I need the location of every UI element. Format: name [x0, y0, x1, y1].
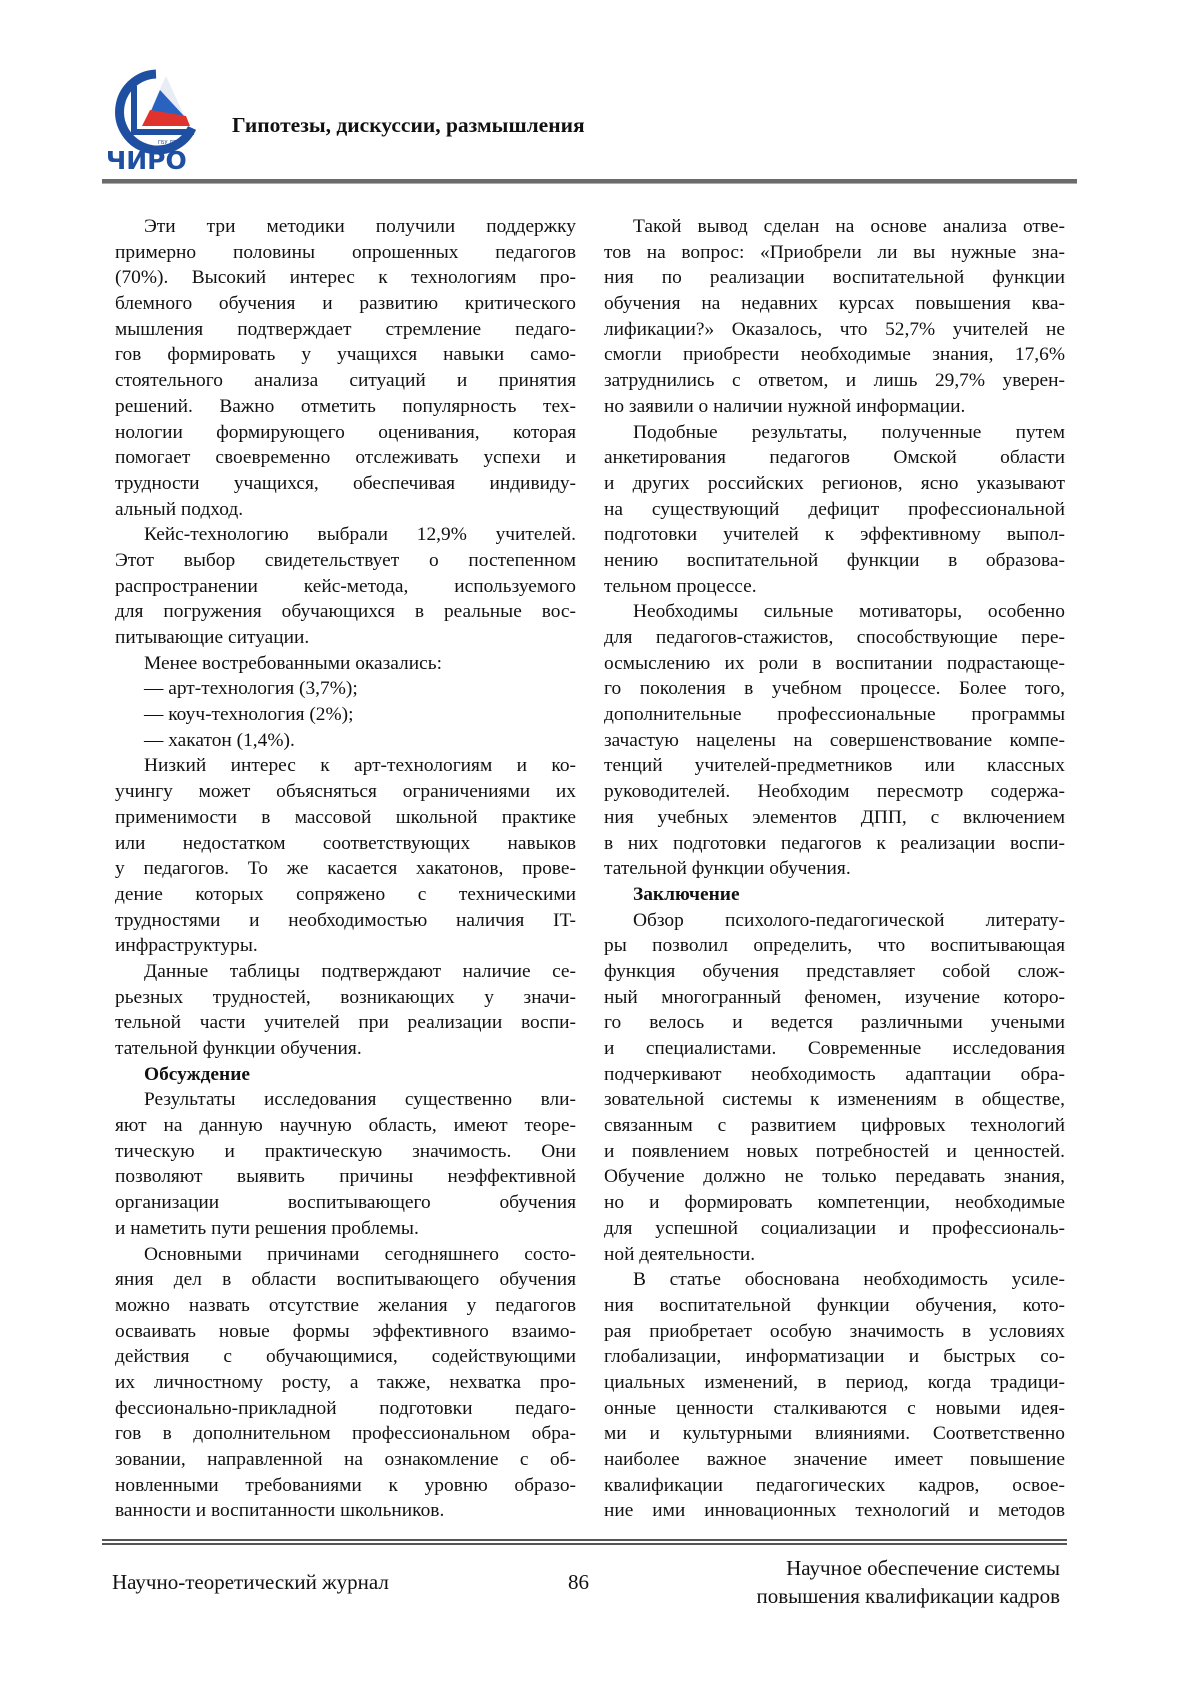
text-line: тельной части учителей при реализации воспи- — [115, 1010, 576, 1036]
paragraph — [604, 908, 1065, 1268]
text-line: и других российских регионов, ясно указывают — [604, 471, 1065, 497]
text-line: тательной функции обучения. — [115, 1036, 576, 1062]
text-line: В статье обоснована необходимость усиле- — [604, 1267, 1065, 1293]
text-line: но заявили о наличии нужной информации. — [604, 394, 1065, 420]
text-line: фессионально-прикладной подготовки педаго- — [115, 1396, 576, 1422]
text-line: — хакатон (1,4%). — [115, 728, 576, 754]
text-line: ния учебных элементов ДПП, с включением — [604, 805, 1065, 831]
text-line: зовательной системы к изменениям в обществе, — [604, 1087, 1065, 1113]
text-line: связанным с развитием цифровых технологий — [604, 1113, 1065, 1139]
text-line: у педагогов. То же касается хакатонов, прове- — [115, 856, 576, 882]
text-line: для погружения обучающихся в реальные вос- — [115, 599, 576, 625]
text-line: лификации?» Оказалось, что 52,7% учителей не — [604, 317, 1065, 343]
paragraph — [115, 1087, 576, 1241]
text-line: или недостатком соответствующих навыков — [115, 831, 576, 857]
text-line: в них подготовки педагогов к реализации воспи- — [604, 831, 1065, 857]
text-line: Этот выбор свидетельствует о постепенном — [115, 548, 576, 574]
text-line: блемного обучения и развитию критического — [115, 291, 576, 317]
text-line: онные ценности сталкиваются с новыми идея- — [604, 1396, 1065, 1422]
text-line: дение которых сопряжено с техническими — [115, 882, 576, 908]
text-line: ный многогранный феномен, изучение которо- — [604, 985, 1065, 1011]
paragraph — [115, 702, 576, 728]
text-line: действия с обучающимися, содействующими — [115, 1344, 576, 1370]
text-line: — арт-технология (3,7%); — [115, 676, 576, 702]
text-line: яют на данную научную область, имеют теоре- — [115, 1113, 576, 1139]
text-line: помогает своевременно отслеживать успехи и — [115, 445, 576, 471]
text-line: яния дел в области воспитывающего обучения — [115, 1267, 576, 1293]
text-line: решений. Важно отметить популярность тех- — [115, 394, 576, 420]
text-line: питывающие ситуации. — [115, 625, 576, 651]
text-line: обучения на недавних курсах повышения ква- — [604, 291, 1065, 317]
text-line: на существующий дефицит профессиональной — [604, 497, 1065, 523]
page-number: 86 — [568, 1568, 589, 1596]
text-line: затруднились с ответом, и лишь 29,7% уверен- — [604, 368, 1065, 394]
text-line: го поколения в учебном процессе. Более того, — [604, 676, 1065, 702]
text-line: функция обучения представляет собой слож- — [604, 959, 1065, 985]
paragraph — [604, 214, 1065, 420]
text-line: позволяют выявить причины неэффективной — [115, 1164, 576, 1190]
text-line: зачастую нацелены на совершенствование компе- — [604, 728, 1065, 754]
paragraph — [115, 959, 576, 1062]
series-title-line: Научное обеспечение системы — [756, 1554, 1060, 1582]
text-line: наиболее важное значение имеет повышение — [604, 1447, 1065, 1473]
text-line: ной деятельности. — [604, 1242, 1065, 1268]
text-line: циальных изменений, в период, когда традици- — [604, 1370, 1065, 1396]
text-line: для педагогов-стажистов, способствующие пере- — [604, 625, 1065, 651]
text-line: гов формировать у учащихся навыки само- — [115, 342, 576, 368]
text-line: и наметить пути решения проблемы. — [115, 1216, 576, 1242]
text-line: глобализации, информатизации и быстрых со- — [604, 1344, 1065, 1370]
text-line: распространении кейс-метода, используемого — [115, 574, 576, 600]
text-line: зовании, направленной на ознакомление с об- — [115, 1447, 576, 1473]
text-line: дополнительные профессиональные программы — [604, 702, 1065, 728]
paragraph — [115, 214, 576, 522]
text-line: смогли приобрести необходимые знания, 17,6% — [604, 342, 1065, 368]
header-rule — [102, 179, 1077, 184]
series-title — [756, 1554, 1060, 1610]
chiro-logo — [104, 66, 204, 176]
text-line: тическую и практическую значимость. Они — [115, 1139, 576, 1165]
text-line: мышления подтверждает стремление педаго- — [115, 317, 576, 343]
text-line: тенций учителей-предметников или классных — [604, 753, 1065, 779]
text-line: и появлением новых потребностей и ценностей. — [604, 1139, 1065, 1165]
text-line: Результаты исследования существенно вли- — [115, 1087, 576, 1113]
paragraph — [115, 1242, 576, 1525]
text-line: тательной функции обучения. — [604, 856, 1065, 882]
series-title-line: повышения квалификации кадров — [756, 1582, 1060, 1610]
text-line: квалификации педагогических кадров, освое- — [604, 1473, 1065, 1499]
text-line: примерно половины опрошенных педагогов — [115, 240, 576, 266]
text-line: организации воспитывающего обучения — [115, 1190, 576, 1216]
text-line: — коуч-технология (2%); — [115, 702, 576, 728]
paragraph — [604, 420, 1065, 600]
svg-text:ГБУ ДПО: ГБУ ДПО — [158, 140, 181, 146]
text-line: применимости в массовой школьной практике — [115, 805, 576, 831]
text-line: Кейс-технологию выбрали 12,9% учителей. — [115, 522, 576, 548]
paragraph — [115, 753, 576, 959]
paragraph — [604, 1267, 1065, 1524]
text-line: трудностями и необходимостью наличия IT- — [115, 908, 576, 934]
text-line: но и формировать компетенции, необходимые — [604, 1190, 1065, 1216]
left-column — [115, 214, 576, 1524]
paragraph — [115, 651, 576, 677]
text-line: тов на вопрос: «Приобрели ли вы нужные зна- — [604, 240, 1065, 266]
text-line: (70%). Высокий интерес к технологиям про- — [115, 265, 576, 291]
text-line: Основными причинами сегодняшнего состо- — [115, 1242, 576, 1268]
text-line: Данные таблицы подтверждают наличие се- — [115, 959, 576, 985]
text-line: их личностному росту, а также, нехватка про- — [115, 1370, 576, 1396]
text-line: гов в дополнительном профессиональном обра- — [115, 1421, 576, 1447]
text-line: ми и культурными влияниями. Соответственно — [604, 1421, 1065, 1447]
section-title: Гипотезы, дискуссии, размышления — [232, 113, 585, 138]
text-line: подготовки учителей к эффективному выпол- — [604, 522, 1065, 548]
text-line: Необходимы сильные мотиваторы, особенно — [604, 599, 1065, 625]
paragraph — [115, 522, 576, 650]
paragraph — [604, 599, 1065, 882]
paragraph — [115, 676, 576, 702]
text-line: Обзор психолого-педагогической литерату- — [604, 908, 1065, 934]
text-line: рьезных трудностей, возникающих у значи- — [115, 985, 576, 1011]
text-line: и специалистами. Современные исследования — [604, 1036, 1065, 1062]
text-line: Обучение должно не только передавать знания, — [604, 1164, 1065, 1190]
text-line: тельном процессе. — [604, 574, 1065, 600]
text-line: учингу может объясняться ограничениями их — [115, 779, 576, 805]
text-line: нению воспитательной функции в образова- — [604, 548, 1065, 574]
text-line: ванности и воспитанности школьников. — [115, 1498, 576, 1524]
right-column — [604, 214, 1065, 1524]
text-line: Низкий интерес к арт-технологиям и ко- — [115, 753, 576, 779]
text-line: осваивать новые формы эффективного взаимо- — [115, 1319, 576, 1345]
text-line: Подобные результаты, полученные путем — [604, 420, 1065, 446]
text-line: Такой вывод сделан на основе анализа отве- — [604, 214, 1065, 240]
text-line: инфраструктуры. — [115, 933, 576, 959]
text-line: трудности учащихся, обеспечивая индивиду- — [115, 471, 576, 497]
text-line: новленными требованиями к уровню образо- — [115, 1473, 576, 1499]
text-line: нологии формирующего оценивания, которая — [115, 420, 576, 446]
text-line: для успешной социализации и профессиональ- — [604, 1216, 1065, 1242]
footer-rule — [102, 1539, 1067, 1545]
journal-name: Научно-теоретический журнал — [112, 1568, 389, 1596]
section-heading: Заключение — [604, 882, 1065, 908]
text-line: ры позволил определить, что воспитывающая — [604, 933, 1065, 959]
text-line: руководителей. Необходим пересмотр содержа- — [604, 779, 1065, 805]
text-line: рая приобретает особую значимость в условиях — [604, 1319, 1065, 1345]
paragraph — [115, 728, 576, 754]
text-line: анкетирования педагогов Омской области — [604, 445, 1065, 471]
text-line: Эти три методики получили поддержку — [115, 214, 576, 240]
text-line: осмыслению их роли в воспитании подрастающе- — [604, 651, 1065, 677]
text-line: ние ими инновационных технологий и методов — [604, 1498, 1065, 1524]
text-line: ния по реализации воспитательной функции — [604, 265, 1065, 291]
text-line: ния воспитательной функции обучения, кото- — [604, 1293, 1065, 1319]
text-line: Менее востребованными оказались: — [115, 651, 576, 677]
text-line: подчеркивают необходимость адаптации обра- — [604, 1062, 1065, 1088]
text-line: альный подход. — [115, 497, 576, 523]
section-heading: Обсуждение — [115, 1062, 576, 1088]
text-line: стоятельного анализа ситуаций и принятия — [115, 368, 576, 394]
svg-text:ЧИРО: ЧИРО — [106, 146, 187, 175]
text-line: го велось и ведется различными учеными — [604, 1010, 1065, 1036]
text-line: можно назвать отсутствие желания у педагогов — [115, 1293, 576, 1319]
